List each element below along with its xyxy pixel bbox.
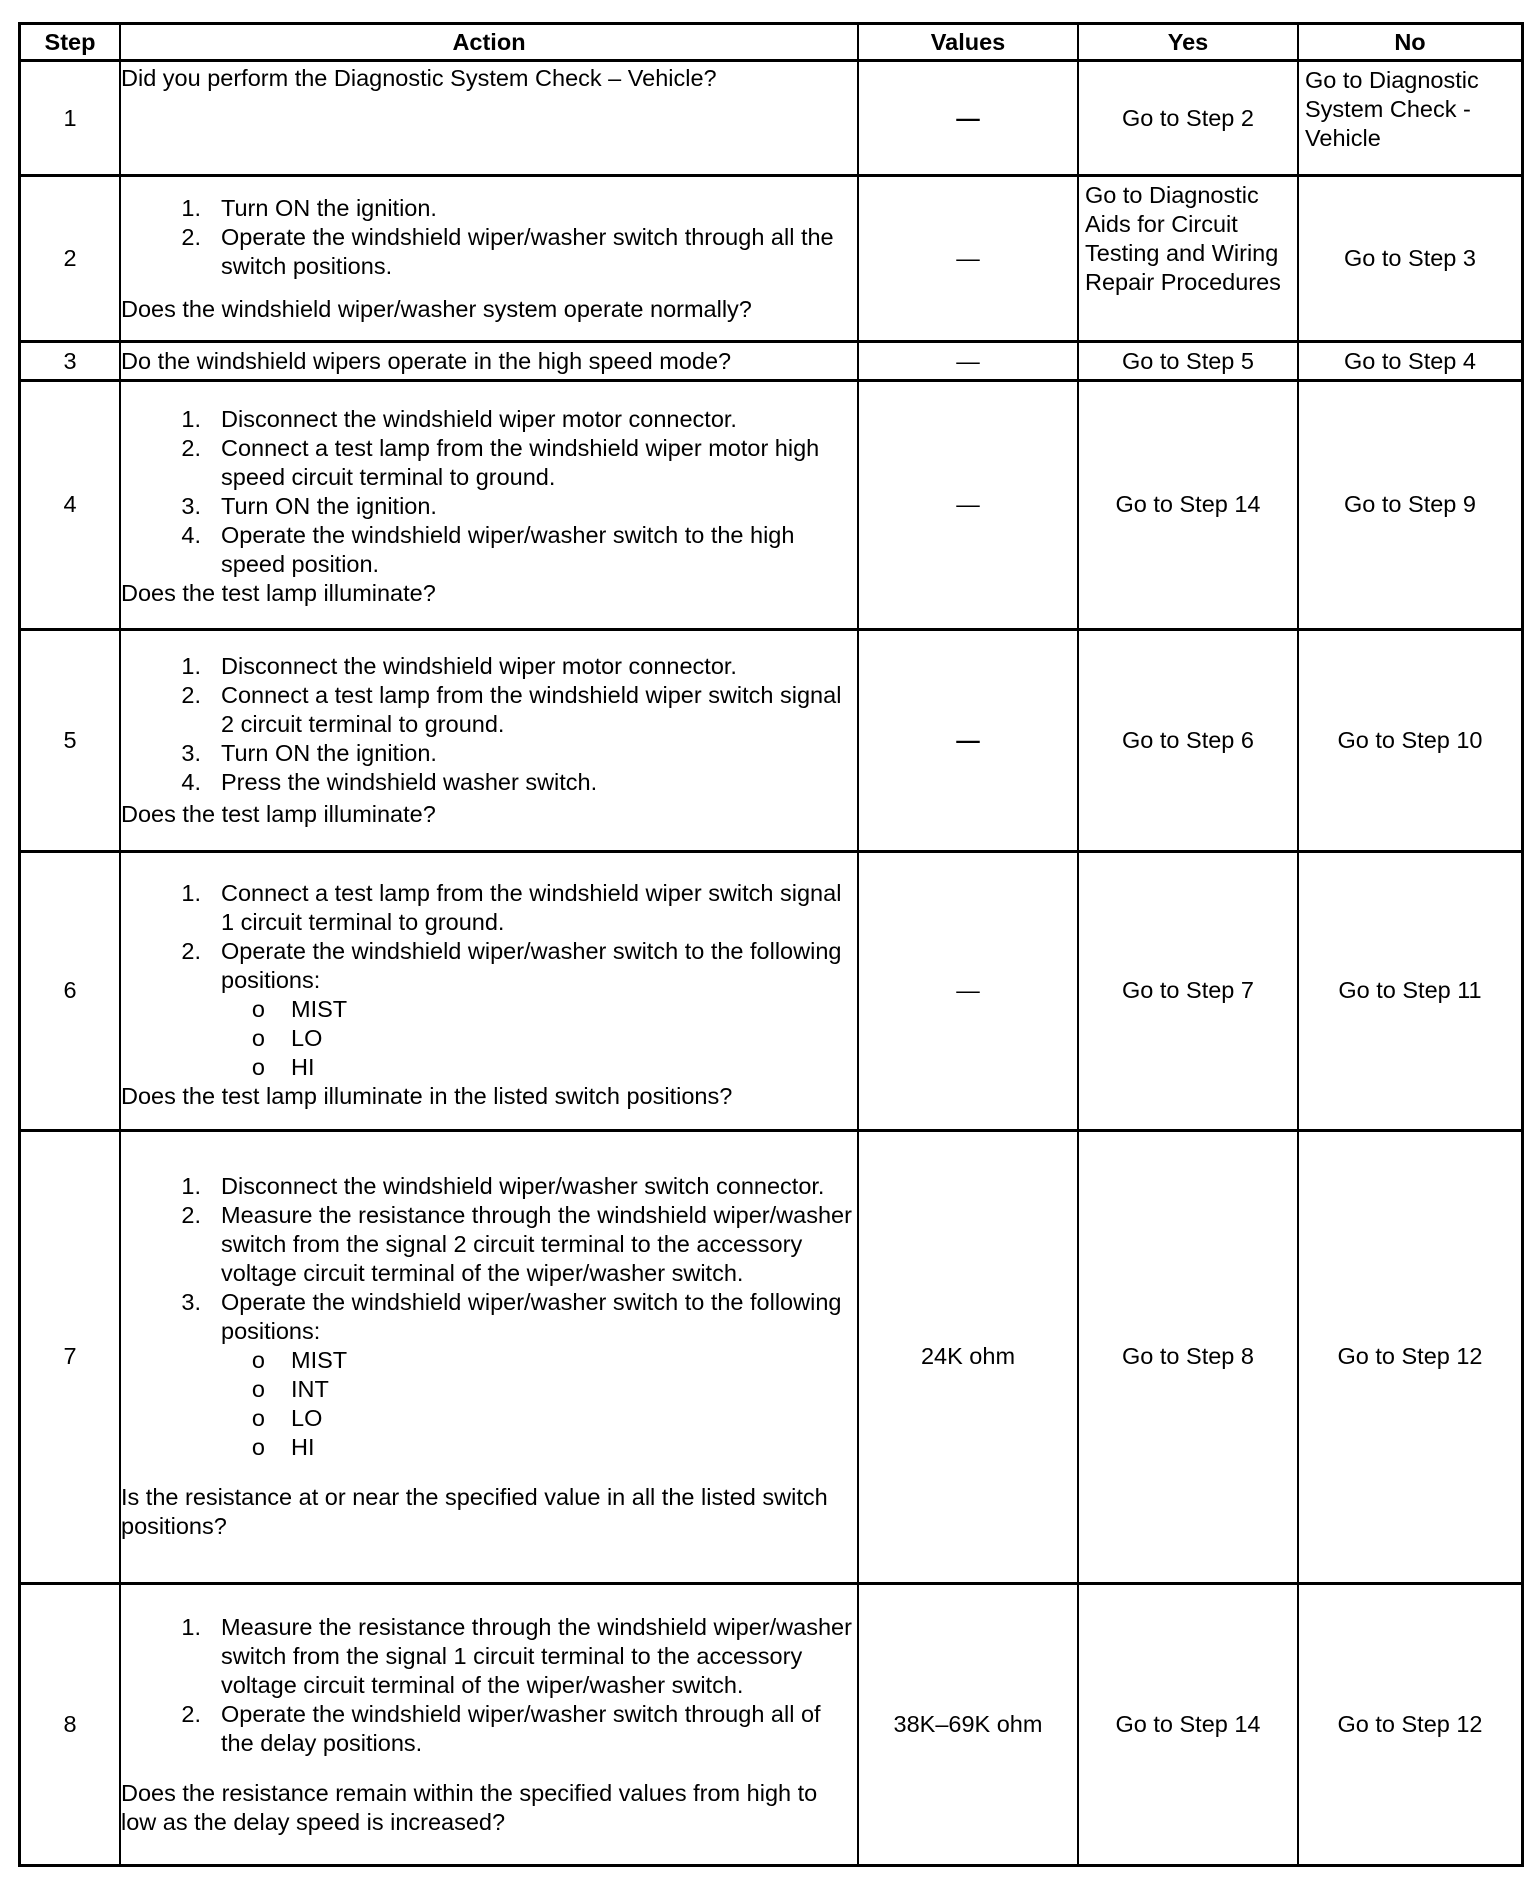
action-step-number: 3. [181,1289,201,1316]
specified-value: — [956,245,980,272]
action-steps [121,1172,857,1462]
value-cell [859,177,1079,343]
value-cell [859,382,1079,631]
action-step [121,434,857,492]
bullet-icon: o [251,1347,265,1374]
action-step [121,1613,857,1700]
action-question: Is the resistance at or near the specified value in all the listed switch positions? [121,1484,828,1540]
action-cell [121,382,859,631]
action-step [121,652,857,681]
action-step-number: 4. [181,522,201,549]
switch-positions-list [121,1346,857,1462]
action-cell [121,62,859,177]
action-step-number: 2. [181,223,201,250]
specified-value: — [956,977,980,1004]
action-step [121,879,857,937]
diagnostic-table [18,22,1524,1867]
yes-action: Go to Step 14 [1079,382,1299,631]
switch-position-item [121,1053,857,1082]
step-number: 5 [21,631,121,853]
switch-position-item [121,1346,857,1375]
switch-position-label: MIST [291,1347,348,1374]
action-step-number: 2. [181,937,201,964]
step-number: 8 [21,1585,121,1864]
value-cell [859,1585,1079,1864]
specified-value: — [956,347,980,374]
no-action: Go to Step 9 [1299,382,1521,631]
switch-position-label: HI [291,1053,315,1080]
action-step [121,1700,857,1758]
switch-position-item [121,1024,857,1053]
specified-value: 24K ohm [920,1343,1016,1370]
action-step-number: 1. [181,406,201,433]
switch-position-label: INT [291,1376,329,1403]
action-cell [121,343,859,381]
action-question: Does the test lamp illuminate? [121,580,436,607]
switch-position-label: LO [291,1024,323,1051]
table-row [21,1585,1521,1864]
table-row [21,631,1521,853]
header-values: Values [859,25,1079,62]
action-step-number: 2. [181,1202,201,1229]
yes-action: Go to Step 14 [1079,1585,1299,1864]
yes-action: Go to Diagnostic Aids for Circuit Testing and Wiring Repair Procedures [1079,177,1299,343]
action-step [121,768,857,797]
bullet-icon: o [251,995,265,1022]
specified-value: — [956,726,980,753]
yes-action: Go to Step 8 [1079,1132,1299,1585]
switch-position-label: LO [291,1405,323,1432]
action-step [121,739,857,768]
action-step-text: Disconnect the windshield wiper motor connector. [221,406,737,433]
action-step-number: 2. [181,435,201,462]
action-question: Do the windshield wipers operate in the high speed mode? [121,347,732,374]
action-step-text: Operate the windshield wiper/washer switch through all the switch positions. [221,223,834,279]
table-row [21,343,1521,381]
header-step: Step [21,25,121,62]
switch-position-label: MIST [291,995,348,1022]
no-action: Go to Step 4 [1299,343,1521,381]
header-yes: Yes [1079,25,1299,62]
no-action: Go to Step 10 [1299,631,1521,853]
action-step-text: Measure the resistance through the windshield wiper/washer switch from the signal 2 circuit terminal to the accessory voltage circuit terminal of the wiper/washer switch. [221,1202,852,1287]
no-action: Go to Diagnostic System Check - Vehicle [1299,62,1521,177]
bullet-icon: o [251,1024,265,1051]
step-number: 2 [21,177,121,343]
action-steps [121,879,857,1082]
no-action: Go to Step 12 [1337,1711,1483,1738]
header-row [21,25,1521,62]
table-row [21,382,1521,631]
bullet-icon: o [251,1405,265,1432]
action-question: Does the test lamp illuminate in the listed switch positions? [121,1082,733,1109]
action-question: Does the resistance remain within the specified values from high to low as the delay speed is increased? [121,1779,818,1835]
action-step-text: Connect a test lamp from the windshield wiper motor high speed circuit terminal to ground. [221,435,820,491]
table-row [21,177,1521,343]
switch-position-item [121,1375,857,1404]
action-step-number: 1. [181,1613,201,1640]
action-step [121,1288,857,1346]
value-cell [859,1132,1079,1585]
no-action: Go to Step 12 [1299,1132,1521,1585]
action-step-text: Connect a test lamp from the windshield wiper switch signal 1 circuit terminal to ground. [221,879,842,935]
value-cell [859,343,1079,381]
no-action: Go to Step 11 [1299,853,1521,1132]
action-cell [121,853,859,1132]
action-step-number: 1. [181,194,201,221]
step-number: 7 [21,1132,121,1585]
action-cell [121,1132,859,1585]
action-steps [121,194,857,281]
action-step [121,223,857,281]
action-step-text: Operate the windshield wiper/washer switch to the following positions: [221,937,842,993]
table-row [21,62,1521,177]
action-step-text: Press the windshield washer switch. [221,768,598,795]
switch-position-item [121,1433,857,1462]
action-cell [121,177,859,343]
specified-value: — [956,104,980,131]
action-steps [121,1613,857,1758]
header-action: Action [121,25,859,62]
action-step [121,492,857,521]
action-step-text: Operate the windshield wiper/washer switch through all of the delay positions. [221,1700,821,1756]
action-step-number: 3. [181,493,201,520]
bullet-icon: o [251,1434,265,1461]
action-step-text: Turn ON the ignition. [221,739,437,766]
action-step [121,937,857,995]
action-question: Does the test lamp illuminate? [121,800,436,827]
step-number: 4 [21,382,121,631]
action-step [121,1201,857,1288]
action-step-text: Operate the windshield wiper/washer switch to the following positions: [221,1289,842,1345]
action-step-text: Disconnect the windshield wiper/washer switch connector. [221,1173,825,1200]
action-question: Does the windshield wiper/washer system operate normally? [121,295,752,322]
action-cell [121,631,859,853]
action-step-text: Connect a test lamp from the windshield wiper switch signal 2 circuit terminal to ground. [221,681,842,737]
specified-value: — [956,491,980,518]
switch-position-item [121,995,857,1024]
action-step-number: 1. [181,652,201,679]
action-step-text: Turn ON the ignition. [221,493,437,520]
action-steps [121,652,857,797]
action-step-number: 1. [181,1173,201,1200]
action-step-text: Turn ON the ignition. [221,194,437,221]
step-number: 1 [21,62,121,177]
no-action: Go to Step 3 [1299,177,1521,343]
action-step-number: 1. [181,879,201,906]
action-step-text: Measure the resistance through the windshield wiper/washer switch from the signal 1 circuit terminal to the accessory voltage circuit terminal of the wiper/washer switch. [221,1613,852,1698]
action-step-number: 2. [181,1700,201,1727]
table-row [21,1132,1521,1585]
value-cell [859,62,1079,177]
action-steps [121,405,857,579]
action-step [121,521,857,579]
action-step [121,405,857,434]
yes-action: Go to Step 2 [1079,62,1299,177]
bullet-icon: o [251,1053,265,1080]
switch-position-item [121,1404,857,1433]
step-number: 3 [21,343,121,381]
action-cell [121,1585,859,1864]
value-cell [859,853,1079,1132]
switch-positions-list [121,995,857,1082]
action-step [121,1172,857,1201]
value-cell [859,631,1079,853]
specified-value: 38K–69K ohm [893,1711,1043,1738]
bullet-icon: o [251,1376,265,1403]
action-step-number: 3. [181,739,201,766]
action-step-number: 2. [181,681,201,708]
switch-position-label: HI [291,1434,315,1461]
yes-action: Go to Step 6 [1079,631,1299,853]
table-row [21,853,1521,1132]
action-step-number: 4. [181,768,201,795]
yes-action: Go to Step 7 [1079,853,1299,1132]
action-question: Did you perform the Diagnostic System Check – Vehicle? [121,65,717,91]
action-step [121,194,857,223]
step-number: 6 [21,853,121,1132]
action-step [121,681,857,739]
action-step-text: Disconnect the windshield wiper motor connector. [221,652,737,679]
header-no: No [1299,25,1521,62]
yes-action: Go to Step 5 [1079,343,1299,381]
action-step-text: Operate the windshield wiper/washer switch to the high speed position. [221,522,795,578]
